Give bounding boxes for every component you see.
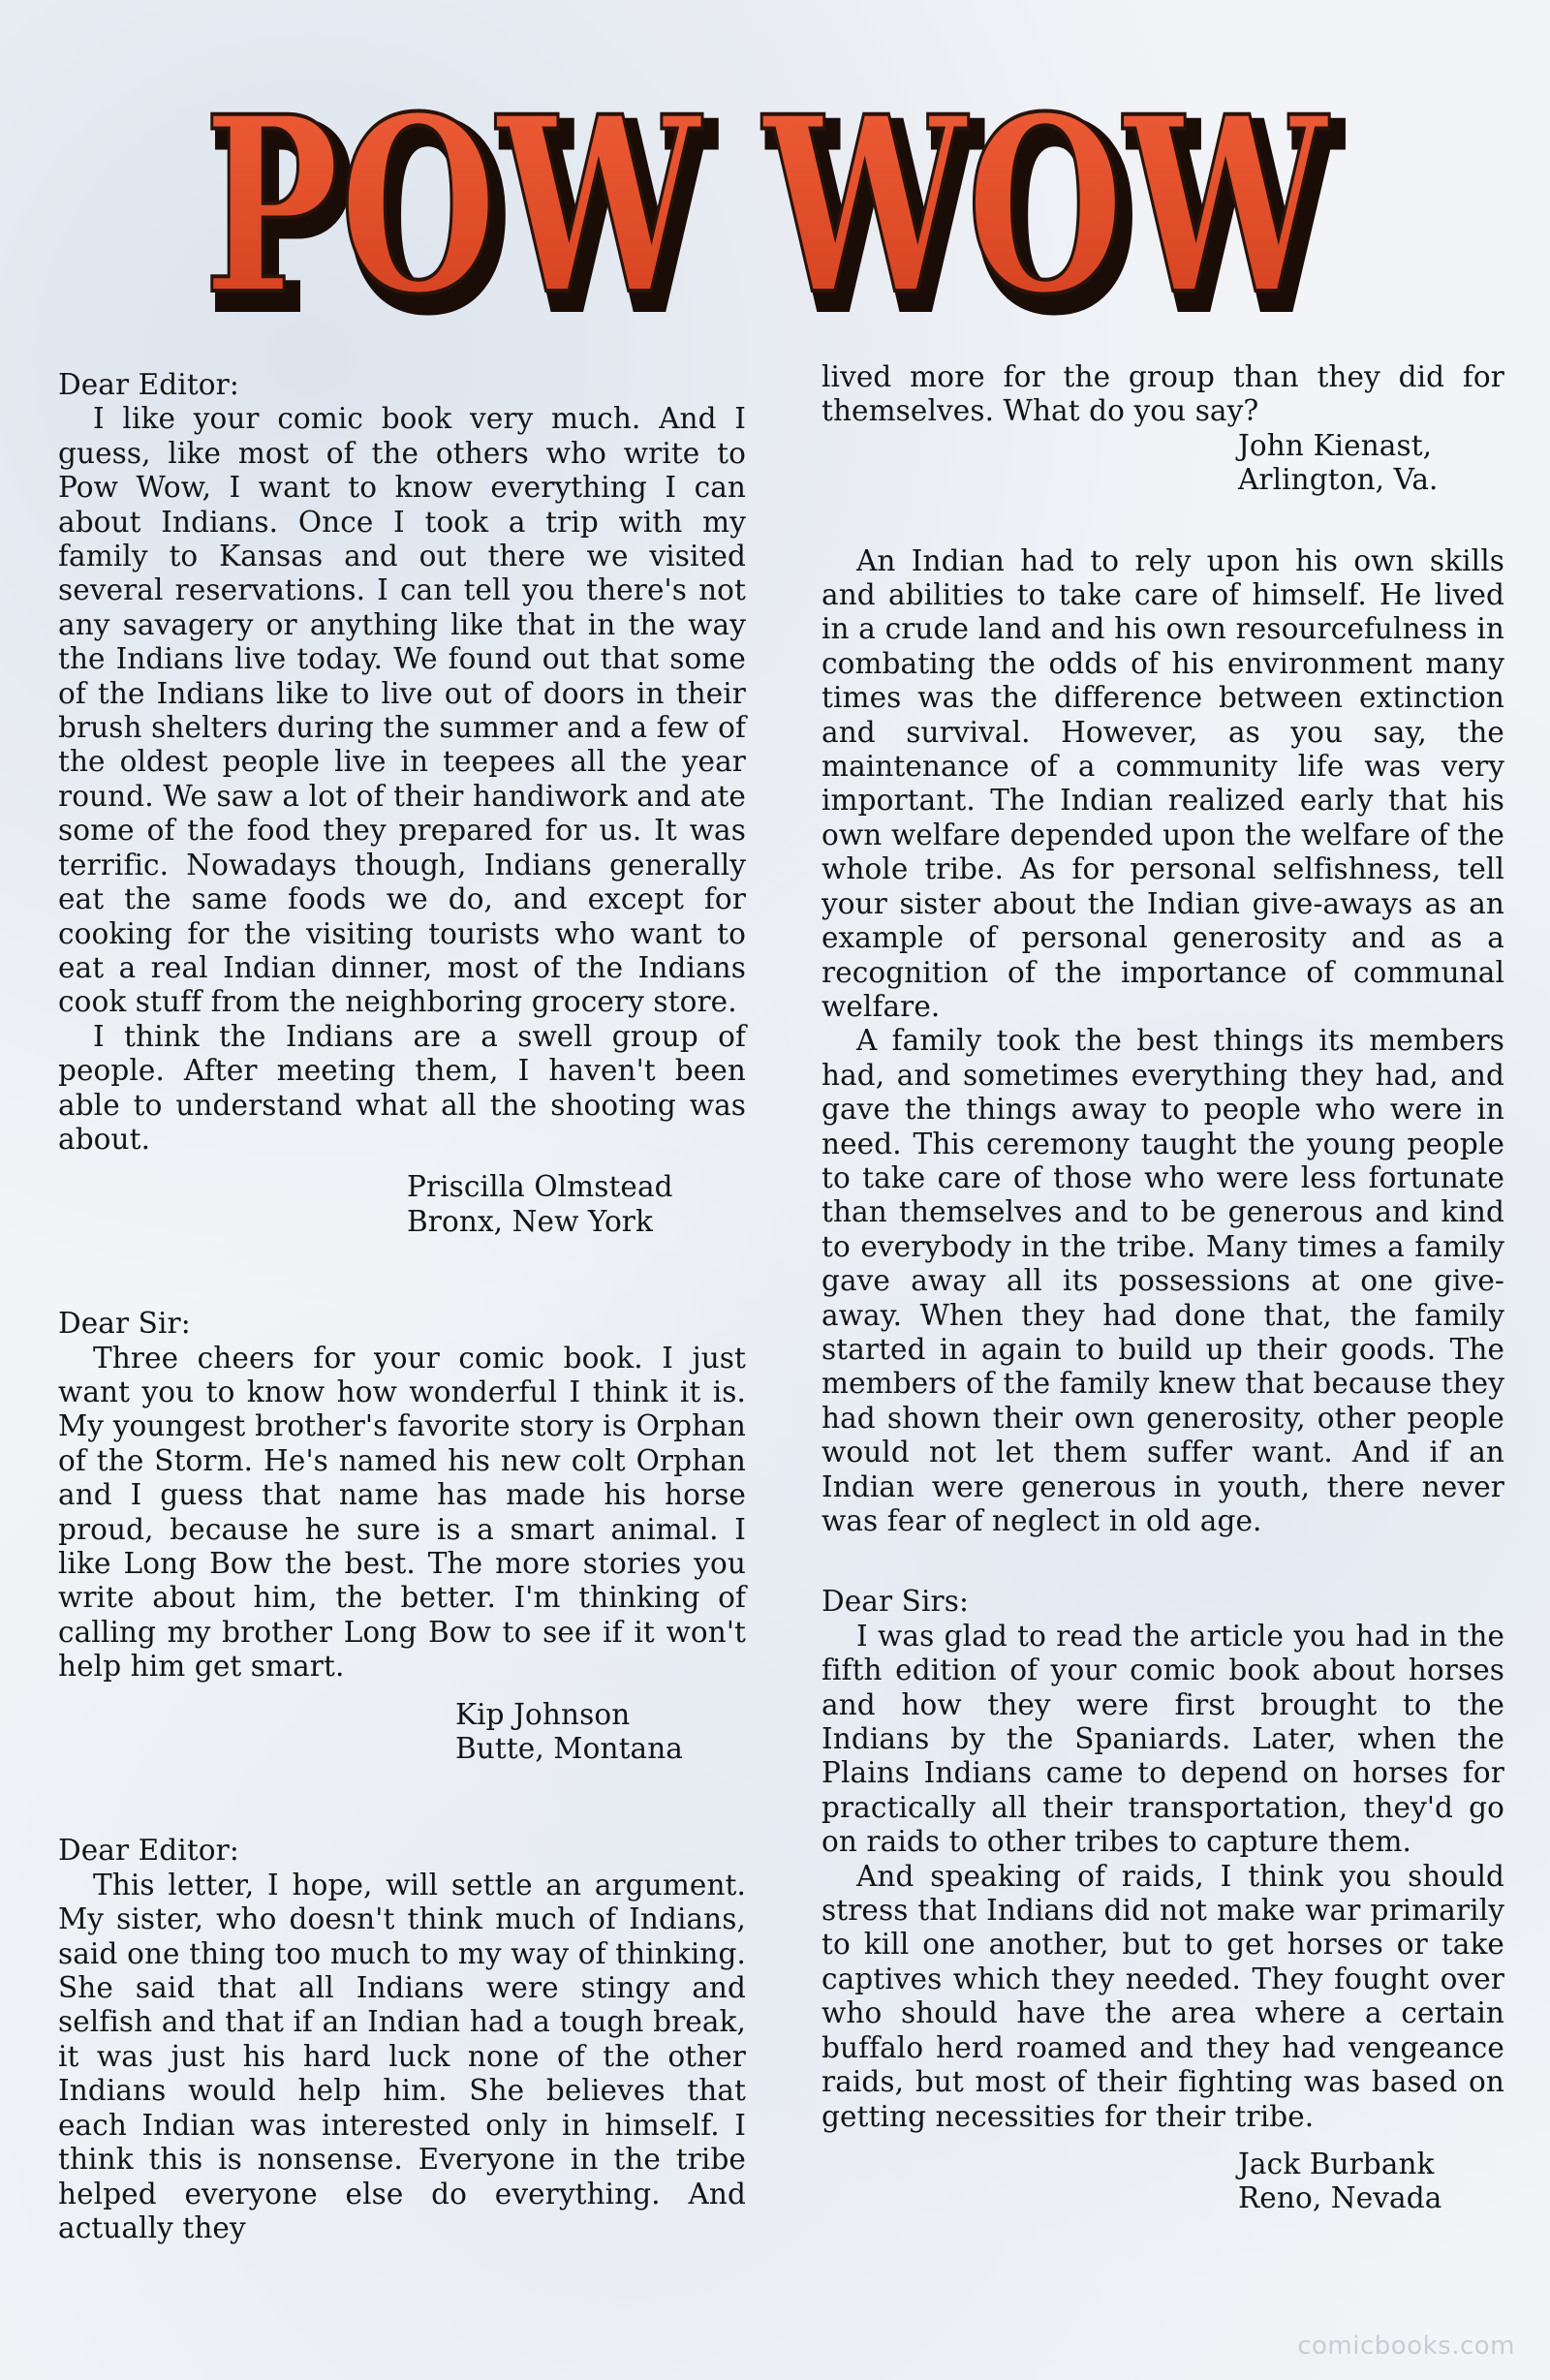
letter1-signature-name: Priscilla Olmstead <box>407 1170 673 1204</box>
editor-reply-paragraph-2: A family took the best things its members had, and sometimes everything they had, and gave the things away to people who were in need. This ceremony taught the young people to take care of those who were less fortunate than themselves and to be generous and kind to everybody in the tribe. Many times a family gave away all its possessions at one give-away. When they had done that, the family started in again to build up their goods. The members of the family knew that because they had shown their own generosity, other people would not let them suffer want. And if an Indian were generous in youth, there never was fear of neglect in old age. <box>822 1024 1504 1537</box>
letter3-paragraph-1: This letter, I hope, will settle an argument. My sister, who doesn't think much of Indians, said one thing too much to my way of thinking. She said that all Indians were stingy and selfish and that if an Indian had a tough break, it was just his hard luck none of the other Indians would help him. She believes that each Indian was interested only in himself. I think this is nonsense. Everyone in the tribe helped everyone else do everything. And actually they <box>58 1868 746 2244</box>
letter1-paragraph-2: I think the Indians are a swell group of people. After meeting them, I haven't been able to understand what all the shooting was about. <box>58 1019 746 1156</box>
left-column <box>58 368 746 2245</box>
pow-wow-title <box>145 53 1395 344</box>
right-column <box>822 360 1504 2216</box>
title-shadow-text: POW WOW <box>213 76 1340 344</box>
editor-reply-paragraph-1: An Indian had to rely upon his own skills and abilities to take care of himself. He lived in a crude land and his own resourcefulness in combating the odds of his environment many times was the difference between extinction and survival. However, as you say, the maintenance of a community life was very important. The Indian realized early that his own welfare depended upon the welfare of the whole tribe. As for personal selfishness, tell your sister about the Indian give-aways as an example of personal generosity and as a recognition of the importance of communal welfare. <box>822 543 1504 1023</box>
letter4-paragraph-2: And speaking of raids, I think you should stress that Indians did not make war primarily to kill one another, but to get horses or take captives which they needed. They fought over who should have the area where a certain buffalo herd roamed and they had vengeance raids, but most of their fighting was based on getting necessities for their tribe. <box>822 1859 1504 2133</box>
letter4-signature-name: Jack Burbank <box>1238 2147 1435 2180</box>
letter2-signature-name: Kip Johnson <box>455 1697 631 1731</box>
letter3-signature-name: John Kienast, <box>1238 428 1433 462</box>
title-logo <box>145 53 1395 344</box>
letter3-salutation: Dear Editor: <box>58 1834 239 1868</box>
letter4-paragraph-1: I was glad to read the article you had in the fifth edition of your comic book about horses and how they were first brought to the Indians by the Spaniards. Later, when the Plains Indians came to depend on horses for practically all their transportation, they'd go on raids to other tribes to capture them. <box>822 1619 1504 1859</box>
letter2-paragraph-1: Three cheers for your comic book. I just want you to know how wonderful I think it is. My youngest brother's favorite story is Orphan of the Storm. He's named his new colt Orphan and I guess that name has made his horse proud, because he sure is a smart animal. I like Long Bow the best. The more stories you write about him, the better. I'm thinking of calling my brother Long Bow to see if it won't help him get smart. <box>58 1341 746 1684</box>
letter1-salutation: Dear Editor: <box>58 368 239 401</box>
letter4-signature-place: Reno, Nevada <box>1238 2181 1442 2215</box>
letter3-signature-place: Arlington, Va. <box>1238 463 1439 497</box>
letter1-signature-place: Bronx, New York <box>407 1204 653 1238</box>
letter4-salutation: Dear Sirs: <box>822 1585 970 1619</box>
site-watermark: comicbooks.com <box>1297 2332 1515 2361</box>
letter2-signature-place: Butte, Montana <box>455 1732 683 1766</box>
letter1-paragraph-1: I like your comic book very much. And I guess, like most of the others who write to Pow Wow, I want to know everything I can about Indians. Once I took a trip with my family to Kansas and out there we visited several reservations. I can tell you there's not any savagery or anything like that in the way the Indians live today. We found out that some of the Indians like to live out of doors in their brush shelters during the summer and a few of the oldest people live in teepees all the year round. We saw a lot of their handiwork and ate some of the food they prepared for us. It was terrific. Nowadays though, Indians generally eat the same foods we do, and except for cooking for the visiting tourists who want to eat a real Indian dinner, most of the Indians cook stuff from the neighboring grocery store. <box>58 402 746 1019</box>
letter3-continuation: lived more for the group than they did for themselves. What do you say? <box>822 360 1504 428</box>
letter2-salutation: Dear Sir: <box>58 1307 191 1341</box>
title-text: POW WOW <box>203 63 1330 344</box>
